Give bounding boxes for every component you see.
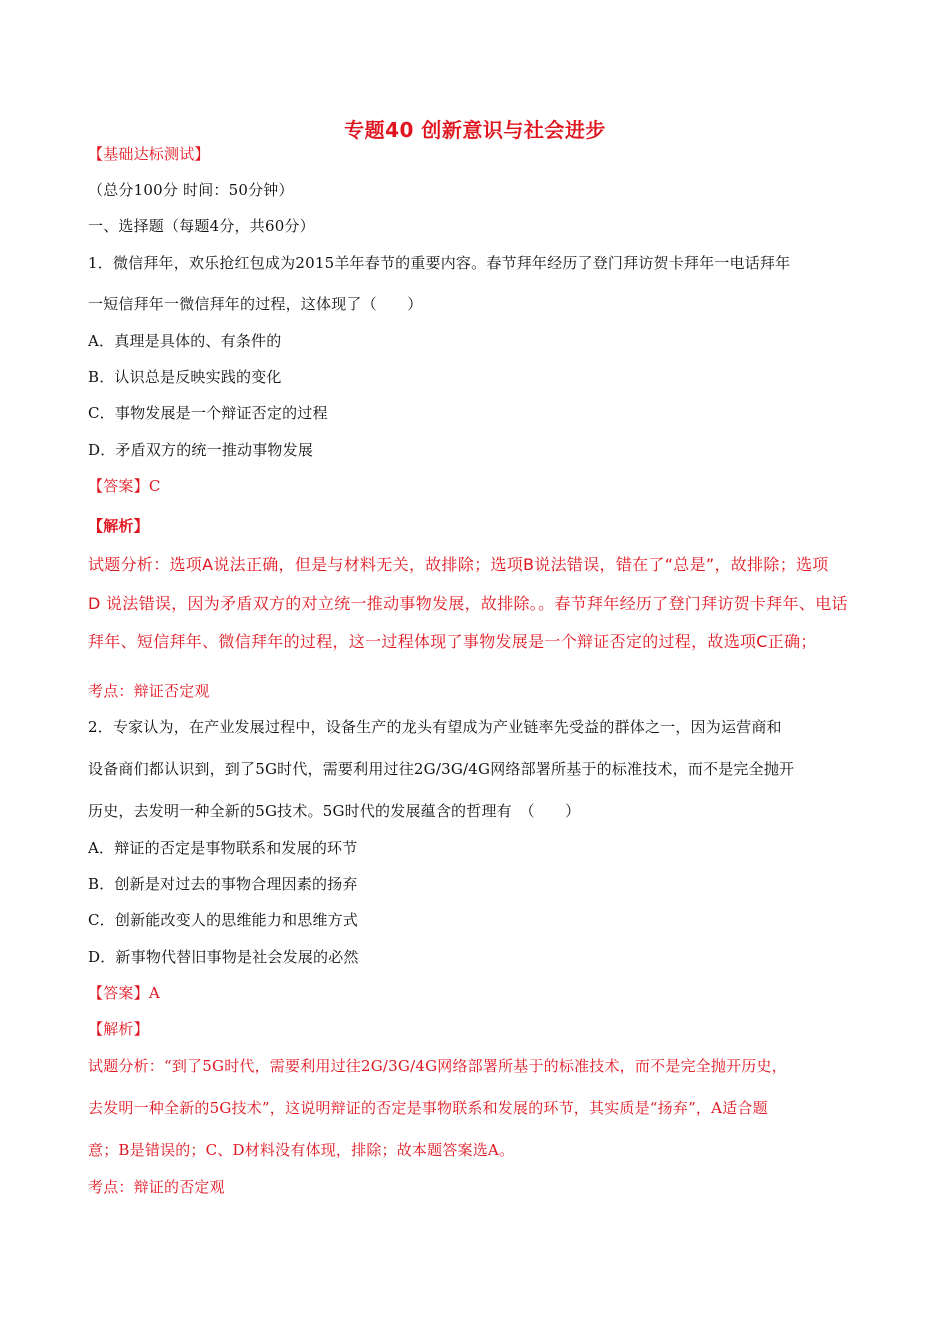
q2-analysis-tag: 【解析】 [88, 1020, 149, 1038]
q1-analysis-line-3: 拜年、短信拜年、微信拜年的过程，这一过程体现了事物发展是一个辩证否定的过程，故选项C正确； [88, 632, 817, 651]
q2-analysis-line-3: 意；B是错误的；C、D材料没有体现，排除；故本题答案选A。 [88, 1141, 515, 1159]
q1-option-a: A．真理是具体的、有条件的 [88, 332, 282, 350]
q2-stem-line-1: 2．专家认为，在产业发展过程中，设备生产的龙头有望成为产业链率先受益的群体之一，因为运营商和 [88, 718, 782, 736]
q1-kaodian: 考点：辩证否定观 [88, 682, 210, 700]
q1-answer-value: C [148, 477, 161, 495]
q1-analysis-tag: 【解析】 [88, 517, 149, 535]
q1-stem-line-2: 一短信拜年一微信拜年的过程，这体现了（ ） [88, 295, 423, 313]
q2-option-b: B．创新是对过去的事物合理因素的扬弃 [88, 875, 358, 893]
section-tag: 【基础达标测试】 [88, 145, 210, 163]
q2-stem-line-2: 设备商们都认识到，到了5G时代，需要利用过往2G/3G/4G网络部署所基于的标准技术，而不是完全抛开 [88, 760, 795, 778]
q2-stem-line-3: 历史，去发明一种全新的5G技术。5G时代的发展蕴含的哲理有 （ ） [88, 802, 581, 820]
q2-option-c: C．创新能改变人的思维能力和思维方式 [88, 911, 359, 929]
q1-answer [88, 476, 161, 496]
q2-answer-tag: 【答案】 [88, 984, 149, 1002]
part-heading: 一、选择题（每题4分，共60分） [88, 217, 315, 235]
q1-analysis-line-1: 试题分析：选项A说法正确，但是与材料无关，故排除；选项B说法错误，错在了“总是”，故排除；选项 [88, 555, 829, 574]
q1-option-b: B．认识总是反映实践的变化 [88, 368, 282, 386]
q2-option-a: A．辩证的否定是事物联系和发展的环节 [88, 839, 358, 857]
q2-answer [88, 983, 160, 1003]
q2-option-d: D．新事物代替旧事物是社会发展的必然 [88, 948, 359, 966]
test-info: （总分100分 时间：50分钟） [88, 181, 294, 199]
page-title: 专题40 创新意识与社会进步 [344, 118, 606, 142]
q1-analysis-line-2: D 说法错误，因为矛盾双方的对立统一推动事物发展，故排除。。春节拜年经历了登门拜访贺卡拜年、电话 [88, 594, 848, 613]
q1-answer-tag: 【答案】 [88, 477, 149, 495]
q2-analysis-line-1: 试题分析：“到了5G时代，需要利用过往2G/3G/4G网络部署所基于的标准技术，而不是完全抛开历史， [88, 1057, 787, 1075]
q1-option-c: C．事物发展是一个辩证否定的过程 [88, 404, 328, 422]
q2-analysis-line-2: 去发明一种全新的5G技术”，这说明辩证的否定是事物联系和发展的环节，其实质是“扬弃”，A适合题 [88, 1099, 768, 1117]
q2-answer-value: A [148, 984, 160, 1002]
q2-kaodian: 考点：辩证的否定观 [88, 1178, 225, 1196]
q1-stem-line-1: 1．微信拜年，欢乐抢红包成为2015羊年春节的重要内容。春节拜年经历了登门拜访贺卡拜年一电话拜年 [88, 254, 791, 272]
q1-option-d: D．矛盾双方的统一推动事物发展 [88, 441, 314, 459]
